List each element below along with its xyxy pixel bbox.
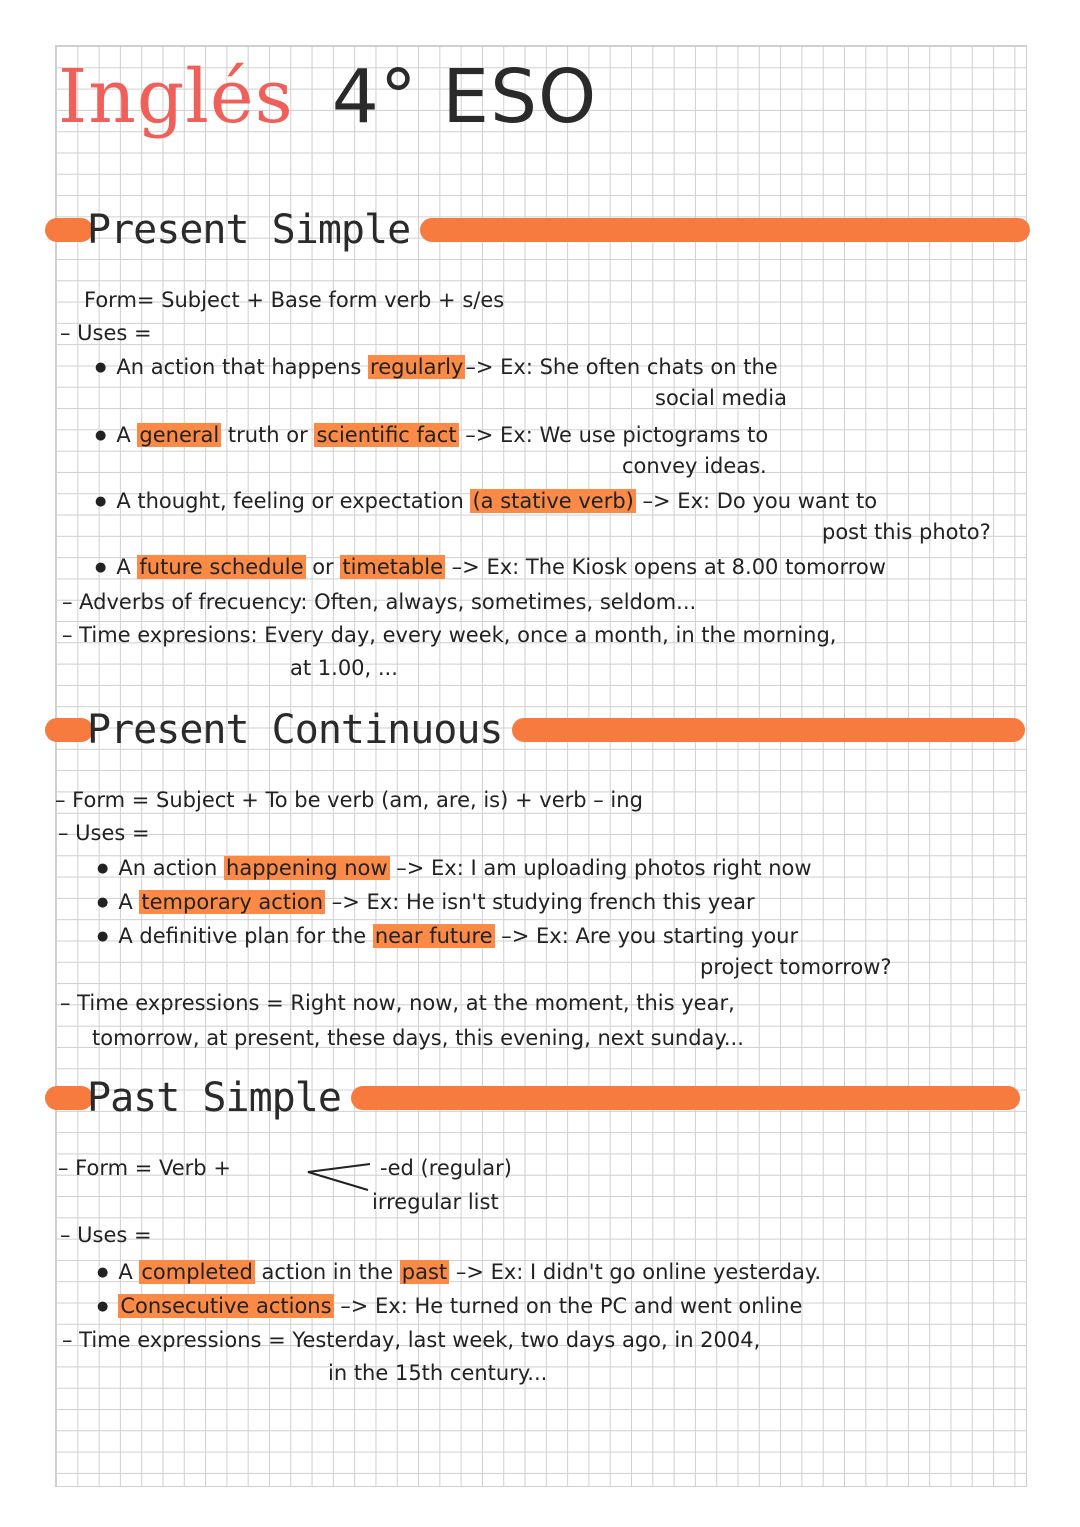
section-heading-present-simple [45,207,1030,253]
text-segment: –> Ex: Do you want to [635,489,878,513]
text-segment: An action [118,856,225,880]
title-main: Inglés [58,54,294,140]
text-segment: A definitive plan for the [118,924,373,948]
text-segment: or [305,555,341,579]
ps-adverbs: – Adverbs of frecuency: Often, always, sometimes, seldom... [62,590,697,614]
section-heading-present-continuous [45,707,1025,753]
text-segment: –> Ex: I am uploading photos right now [389,856,812,880]
highlighted-text: (a stative verb) [472,489,634,513]
ps-use-2 [95,420,768,451]
highlighted-text: future schedule [139,555,304,579]
past-form: – Form = Verb + [58,1156,231,1180]
heading-bar [351,1086,1020,1110]
text-segment: A [118,1260,140,1284]
pc-uses-label: – Uses = [58,821,150,845]
ps-time-2: at 1.00, ... [290,656,398,680]
pc-time-1: – Time expressions = Right now, now, at the moment, this year, [60,991,735,1015]
ps-time-1: – Time expresions: Every day, every week, once a month, in the morning, [62,623,837,647]
ps-use-4 [95,552,886,583]
past-uses-label: – Uses = [60,1223,152,1247]
past-branch-irregular: irregular list [372,1190,499,1214]
highlighted-text: past [401,1260,448,1284]
text-segment: A thought, feeling or expectation [116,489,471,513]
ps-use-2-cont: convey ideas. [622,454,767,478]
highlighted-text: general [139,423,220,447]
text-segment: A [118,890,140,914]
section-heading-past-simple [45,1075,1020,1121]
heading-label: Present Continuous [87,707,503,753]
ps-use-1 [95,352,778,383]
heading-dot [45,218,93,242]
highlighted-text: scientific fact [316,423,457,447]
text-segment: –> Ex: The Kiosk opens at 8.00 tomorrow [445,555,886,579]
text-segment: A [116,423,138,447]
text-segment: truth or [221,423,315,447]
pc-use-3 [97,921,798,952]
text-segment: –> Ex: I didn't go online yesterday. [449,1260,821,1284]
ps-uses-label: – Uses = [60,321,152,345]
highlighted-text: near future [374,924,493,948]
branch-arrow-icon [300,1150,375,1200]
highlighted-text: regularly [370,355,464,379]
past-use-1 [97,1257,821,1288]
text-segment: –> Ex: He isn't studying french this year [325,890,755,914]
heading-bar [420,218,1030,242]
pc-use-3-cont: project tomorrow? [700,955,892,979]
highlighted-text: timetable [342,555,443,579]
past-time-2: in the 15th century... [328,1361,548,1385]
text-segment: –> Ex: We use pictograms to [458,423,769,447]
ps-use-3-cont: post this photo? [822,520,991,544]
past-branch-regular: -ed (regular) [380,1156,512,1180]
highlighted-text: temporary action [141,890,324,914]
heading-label: Present Simple [87,207,411,253]
pc-use-2 [97,887,755,918]
heading-dot [45,1086,93,1110]
pc-time-2: tomorrow, at present, these days, this evening, next sunday... [92,1026,744,1050]
pc-use-1 [97,853,812,884]
page-title [58,54,598,140]
past-use-2 [97,1291,802,1322]
highlighted-text: Consecutive actions [120,1294,332,1318]
highlighted-text: completed [141,1260,253,1284]
ps-form: Form= Subject + Base form verb + s/es [84,288,505,312]
ps-use-1-cont: social media [655,386,787,410]
pc-form: – Form = Subject + To be verb (am, are, is) + verb – ing [55,788,643,812]
ps-use-3 [95,486,877,517]
text-segment: –> Ex: Are you starting your [494,924,799,948]
title-grade: 4° ESO [331,54,598,140]
text-segment: –> Ex: He turned on the PC and went online [333,1294,803,1318]
past-time-1: – Time expressions = Yesterday, last week, two days ago, in 2004, [62,1328,761,1352]
heading-bar [512,718,1025,742]
heading-label: Past Simple [87,1075,341,1121]
text-segment: A [116,555,138,579]
text-segment: action in the [254,1260,400,1284]
text-segment: –> Ex: She often chats on the [465,355,778,379]
highlighted-text: happening now [226,856,388,880]
text-segment: An action that happens [116,355,369,379]
heading-dot [45,718,93,742]
